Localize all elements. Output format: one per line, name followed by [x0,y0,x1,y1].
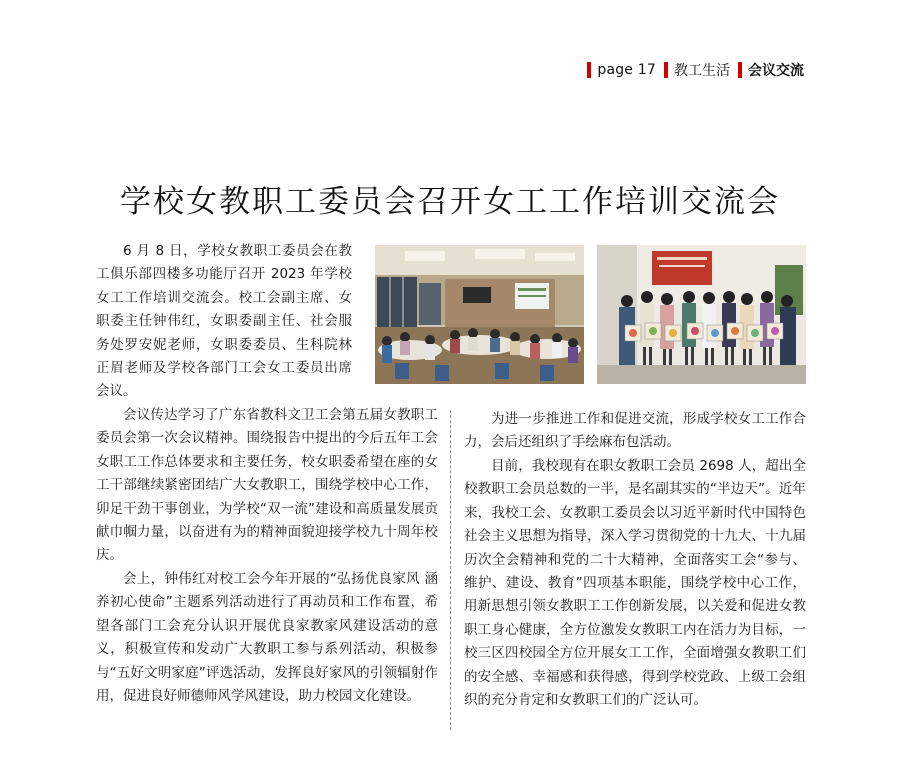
section-name-section [664,60,730,80]
article-paragraph-1: 6 月 8 日，学校女教职工委员会在教工俱乐部四楼多功能厅召开 2023 年学校女工工作培训交流会。校工会副主席、女职委主任钟伟红，女职委副主任、社会服务处罗安妮老师，女职委委员、生科院林正眉老师及学校各部门工会女工委员出席会议。 [96,243,352,400]
subsection-name: 会议交流 [748,63,804,79]
page-header [587,60,804,80]
meeting-hall-photo [375,245,584,384]
article-paragraph-2: 会议传达学习了广东省教科文卫工会第五届女教职工委员会第一次会议精神。围绕报告中提出的今后五年工会女职工工作总体要求和主要任务，校女职委希望在座的女工干部继续紧密团结广大女教职工，围绕学校中心工作，卯足干劲干事创业，为学校“双一流”建设和高质量发展贡献巾帼力量，以奋进有为的精神面貌迎接学校九十周年校庆。 [96,407,438,564]
red-bar-icon [664,62,668,78]
section-name: 教工生活 [674,63,730,79]
page-number: page 17 [597,62,656,78]
group-photo [597,245,806,384]
article-paragraph-3: 会上，钟伟红对校工会今年开展的“弘扬优良家风 涵养初心使命”主题系列活动进行了再动员和工作布置，希望各部门工会充分认识开展优良家教家风建设活动的意义，积极宣传和发动广大教职工参与系列活动，积极参与“五好文明家庭”评选活动，发挥良好家风的引领辐射作用，促进良好师德师风学风建设，助力校园文化建设。 [96,571,438,705]
page-number-section [587,62,656,78]
article-title: 学校女教职工委员会召开女工工作培训交流会 [120,184,780,220]
subsection-name-section [738,60,804,80]
article-paragraph-4: 为进一步推进工作和促进交流，形成学校女工工作合力，会后还组织了手绘麻布包活动。 [464,411,806,451]
red-bar-icon [738,62,742,78]
column-divider [450,410,451,730]
article-paragraph-5: 目前，我校现有在职女教职工会员 2698 人，超出全校教职工会员总数的一半，是名副其实的“半边天”。近年来，我校工会、女教职工委员会以习近平新时代中国特色社会主义思想为指导，深入学习贯彻党的十九大、十九届历次全会精神和党的二十大精神，全面落实工会“参与、维护、建设、教育”四项基本职能，围绕学校中心工作，用新思想引领女教职工工作创新发展，以关爱和促进女教职工身心健康，全方位激发女教职工内在活力为目标，一校三区四校园全方位开展女工工作，全面增强女教职工们的安全感、幸福感和获得感，得到学校党政、上级工会组织的充分肯定和女教职工们的广泛认可。 [464,458,806,709]
red-bar-icon [587,62,591,78]
